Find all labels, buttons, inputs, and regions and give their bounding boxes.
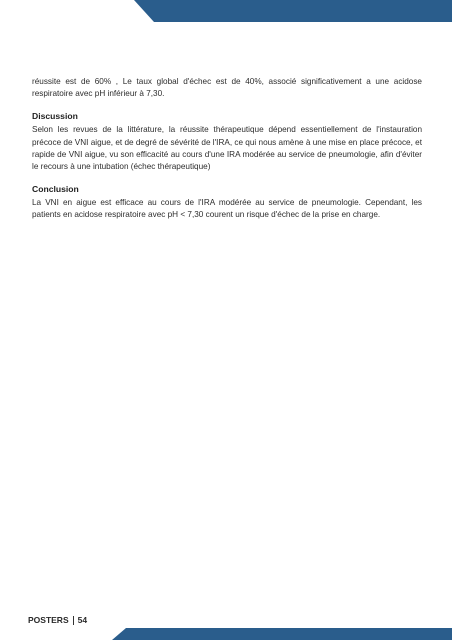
footer-divider: [73, 616, 74, 625]
discussion-paragraph: Selon les revues de la littérature, la réussite thérapeutique dépend essentiellement de l'instauration précoce de VNI aigue, et de degré de sévérité de l'IRA, ce qui nous amène à une mise en place précoce, et rapide de VNI aigue, vu son efficacité au cours d'une IRA modérée au service de pneumologie, afin d'éviter le recours à une intubation (échec thérapeutique): [32, 125, 422, 172]
footer-page-number: 54: [77, 615, 88, 625]
page-content: [32, 76, 422, 222]
footer-accent-bar: [112, 628, 452, 640]
conclusion-paragraph: La VNI en aigue est efficace au cours de l'IRA modérée au service de pneumologie. Cependant, les patients en acidose respiratoire avec pH < 7,30 courent un risque d'échec de la prise en charge.: [32, 198, 422, 220]
intro-paragraph: réussite est de 60% , Le taux global d'échec est de 40%, associé significativement a une acidose respiratoire avec pH inférieur à 7,30.: [32, 77, 422, 99]
conclusion-heading: Conclusion: [32, 184, 79, 195]
discussion-heading: Discussion: [32, 111, 78, 122]
header-accent-bar: [134, 0, 452, 22]
page-footer: [28, 615, 87, 625]
footer-section-label: POSTERS: [28, 615, 69, 625]
